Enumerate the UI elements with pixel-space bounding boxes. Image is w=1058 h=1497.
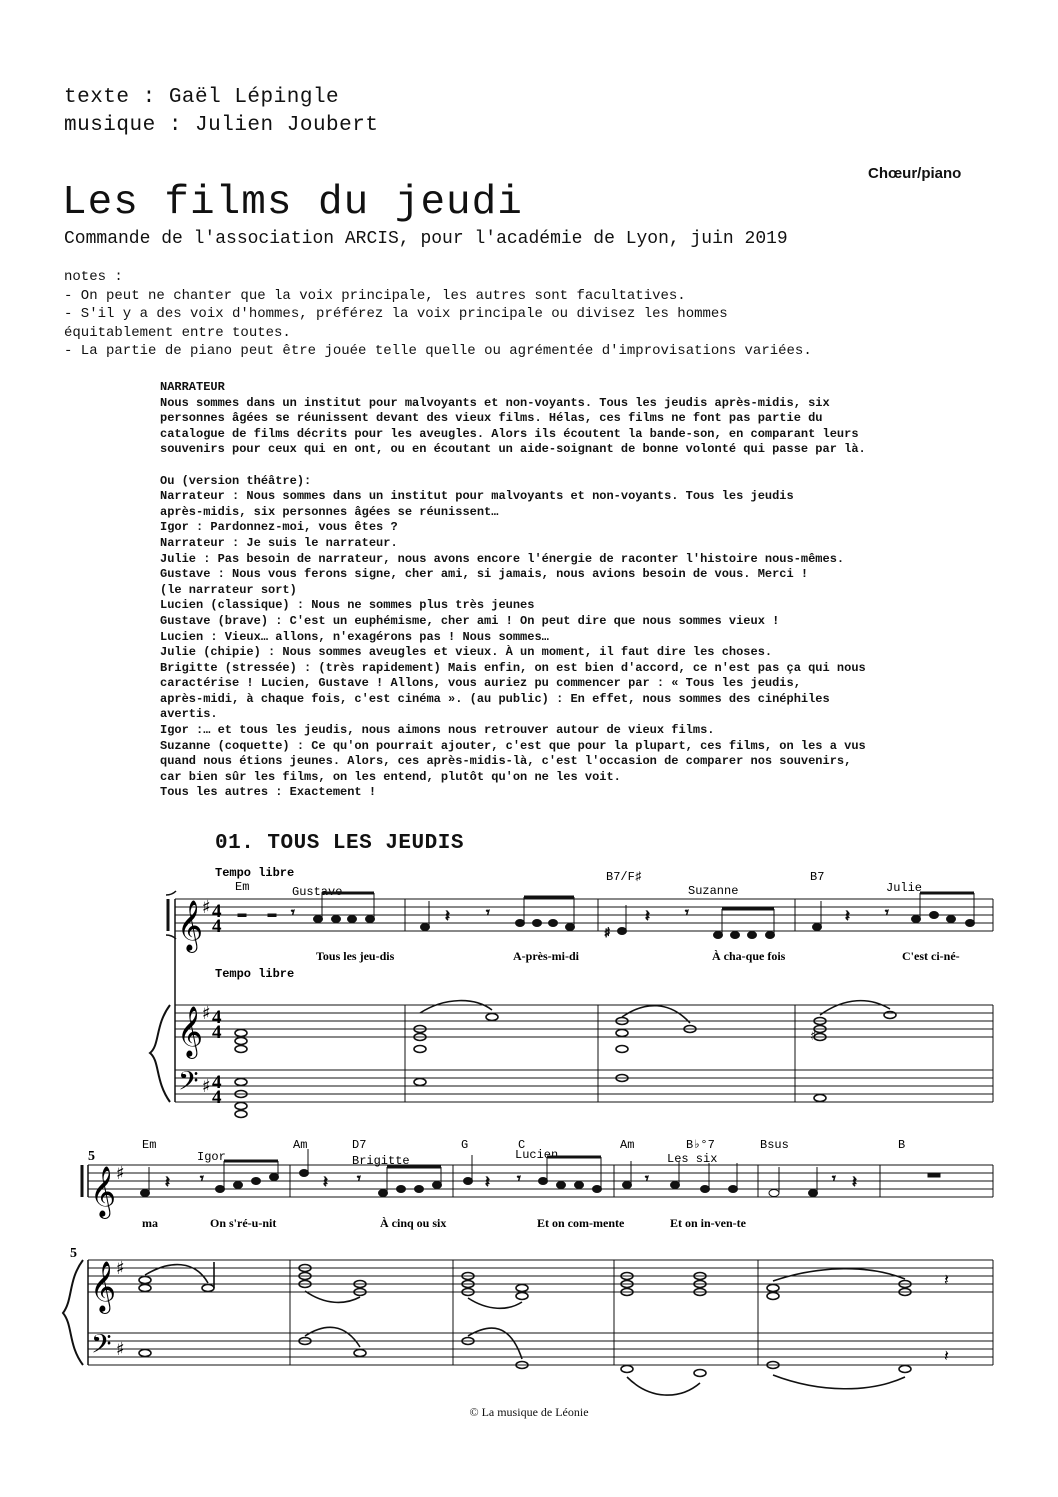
sharp-icon: ♯ [116,1339,125,1360]
tempo-label: Tempo libre [215,866,295,880]
treble-clef-icon: 𝄞 [177,1006,204,1057]
singer-name: Igor [197,1150,226,1164]
narration-spacer [160,458,1000,474]
chord-symbol: B♭°7 [686,1138,715,1152]
bass-clef-icon: 𝄢 [178,1065,199,1103]
credit-music: musique : Julien Joubert [64,114,379,137]
chord-symbol: Em [235,880,250,894]
sharp-icon: ♯ [202,1003,211,1024]
chord-symbol: B [898,1138,906,1152]
singer-name: Suzanne [688,884,739,898]
chord-symbol: B7 [810,870,825,884]
tempo-label: Tempo libre [215,967,295,981]
sharp-icon: ♯ [604,926,611,941]
narration-line: Brigitte (stressée) : (très rapidement) Mais enfin, on est bien d'accord, ce n'est pas ça qui nous [160,660,866,675]
time-signature: 4 [212,1087,222,1108]
chord-symbol: Em [142,1138,157,1152]
singer-name: Les six [667,1152,718,1166]
rest-icon: 𝄽 [165,1172,170,1191]
piano-bass-staff-2 [88,1333,993,1365]
rest-icon: 𝄽 [645,906,650,925]
chord-symbol: Bsus [760,1138,789,1152]
singer-name: Julie [886,881,923,895]
rest-icon: 𝄾 [832,1171,836,1187]
narration-line: (le narrateur sort) [160,582,297,597]
copyright-footer: © La musique de Léonie [469,1405,589,1419]
lyric: On s'ré-u-nit [210,1216,277,1230]
lyric: Tous les jeu-dis [316,949,395,963]
time-signature: 4 [212,901,222,922]
chord-symbol: D7 [352,1138,367,1152]
narration-line: Julie (chipie) : Nous sommes aveugles et vieux. À un moment, il faut dire les choses. [160,645,773,660]
narration-line: catalogue de films décrits pour les aveugles. Alors ils écoutent la bande-son, en comparant leurs [160,426,859,441]
rest-icon: 𝄽 [852,1172,857,1191]
rest-icon: 𝄾 [291,905,295,921]
song-title: 01. TOUS LES JEUDIS [215,832,464,855]
time-signature: 4 [212,1007,222,1028]
rest-icon: 𝄽 [445,906,450,925]
time-signature: 4 [212,1022,222,1043]
chord-symbol: G [461,1138,469,1152]
narration-line: Gustave : Nous vous ferons signe, cher ami, si jamais, nous avions besoin de vous. Merci ! [160,567,809,582]
treble-clef-icon: 𝄞 [90,1261,117,1312]
sharp-icon: ♯ [116,1258,125,1279]
notes-line: notes : [64,269,123,285]
time-signature: 4 [212,1072,222,1093]
music-score [0,855,1058,1400]
piano-chords [235,1001,896,1118]
rest-icon: 𝄽 [944,1270,949,1289]
chord-symbol: Am [293,1138,308,1152]
sharp-icon: ♯ [810,1029,817,1044]
sharp-icon: ♯ [116,1163,125,1184]
rest-icon: 𝄾 [517,1171,521,1187]
piano-chords-2 [139,1262,911,1395]
narration-line: caractérise ! Lucien, Gustave ! Allons, vous auriez pu commencer par : « Tous les jeudis, [160,676,801,691]
rest-icon: 𝄽 [323,1172,328,1191]
rest-icon: 𝄾 [885,905,889,921]
credit-text: texte : Gaël Lépingle [64,86,340,109]
chord-symbol: B7/F♯ [606,870,643,884]
treble-clef-icon: 𝄞 [90,1166,117,1217]
narration-line: souvenirs pour ceux qui en ont, ou en écoutant un aide-soignant de bonne volonté qui passe par là. [160,442,866,457]
voice-staff [175,899,993,931]
narration-line: avertis. [160,707,218,722]
rest-icon: 𝄽 [845,906,850,925]
narration-line: Tous les autres : Exactement ! [160,785,377,800]
narration-heading: NARRATEUR [160,380,225,394]
page-subtitle: Commande de l'association ARCIS, pour l'académie de Lyon, juin 2019 [64,229,788,249]
narration-line: Ou (version théâtre): [160,473,312,488]
chord-symbol: C [518,1138,526,1152]
narration-line: Nous sommes dans un institut pour malvoyants et non-voyants. Tous les jeudis après-midis, six [160,395,830,410]
notes-line: équitablement entre toutes. [64,324,291,341]
singer-name: Gustave [292,885,343,899]
narration-line: Igor : Pardonnez-moi, vous êtes ? [160,520,398,535]
rest-icon: 𝄾 [486,905,490,921]
narration-line: Suzanne (coquette) : Ce qu'on pourrait ajouter, c'est que pour la plupart, ces films, on les a vus [160,738,866,753]
performance-notes [64,268,964,361]
singer-name: Lucien [515,1148,559,1162]
notes-line: - On peut ne chanter que la voix principale, les autres sont facultatives. [64,287,686,304]
treble-clef-icon: 𝄞 [177,900,204,951]
lyric: Et on com-mente [537,1216,625,1230]
measure-number: 5 [88,1149,95,1164]
singer-name: Brigitte [352,1154,410,1168]
lyric: À cha-que fois [712,949,786,963]
narration-line: Julie : Pas besoin de narrateur, nous avons encore l'énergie de raconter l'histoire nous-mêmes. [160,551,845,566]
chord-symbol: Am [620,1138,635,1152]
narration-line: après-midis, six personnes âgées se réunissent… [160,504,499,519]
narration-line: après-midi, à chaque fois, c'est cinéma ». (au public) : En effet, nous sommes des cinéphiles [160,691,830,706]
piano-treble-staff-2 [88,1260,993,1292]
sharp-icon: ♯ [202,897,211,918]
narration-line: personnes âgées se réunissent devant des vieux films. Hélas, ces films ne font pas partie du [160,411,823,426]
lyric: A-près-mi-di [513,949,579,963]
bass-clef-icon: 𝄢 [91,1328,112,1366]
piano-bass-staff [175,1070,993,1102]
page-title: Les films du jeudi [62,180,523,226]
lyric: C'est ci-né- [902,949,960,963]
rest-icon: 𝄽 [944,1346,949,1365]
lyric: ma [142,1216,158,1230]
narration-line: Lucien (classique) : Nous ne sommes plus très jeunes [160,598,535,613]
narration-line: Gustave (brave) : C'est un euphémisme, cher ami ! On peut dire que nous sommes vieux ! [160,613,780,628]
measure-number: 5 [70,1246,77,1261]
sharp-icon: ♯ [202,1076,211,1097]
rest-icon: 𝄾 [200,1171,204,1187]
lyric: Et on in-ven-te [670,1216,746,1230]
credits [64,84,378,140]
voice-notes [238,893,975,941]
rest-icon: 𝄽 [485,1172,490,1191]
narration-line: Lucien : Vieux… allons, n'exagérons pas ! Nous sommes… [160,629,549,644]
piano-treble-staff [175,1005,993,1037]
narration-line: car bien sûr les films, on les entend, plutôt qu'on ne les voit. [160,769,621,784]
narration-line: Narrateur : Nous sommes dans un institut pour malvoyants et non-voyants. Tous les jeudis [160,489,794,504]
narration-line: Narrateur : Je suis le narrateur. [160,535,398,550]
notes-line: - La partie de piano peut être jouée telle quelle ou agrémentée d'improvisations variées. [64,343,812,360]
narration-line: quand nous étions jeunes. Alors, ces après-midis-là, c'est l'occasion de comparer nos souvenirs, [160,754,852,769]
rest-icon: 𝄾 [685,905,689,921]
ensemble-label: Chœur/piano [868,165,962,182]
narration-line: Igor :… et tous les jeudis, nous aimons nous retrouver autour de vieux films. [160,723,715,738]
narration-block [160,380,1000,801]
lyric: À cinq ou six [380,1216,447,1230]
rest-icon: 𝄾 [645,1171,649,1187]
time-signature: 4 [212,916,222,937]
notes-line: - S'il y a des voix d'hommes, préférez la voix principale ou divisez les hommes [64,306,728,323]
rest-icon: 𝄾 [357,1171,361,1187]
